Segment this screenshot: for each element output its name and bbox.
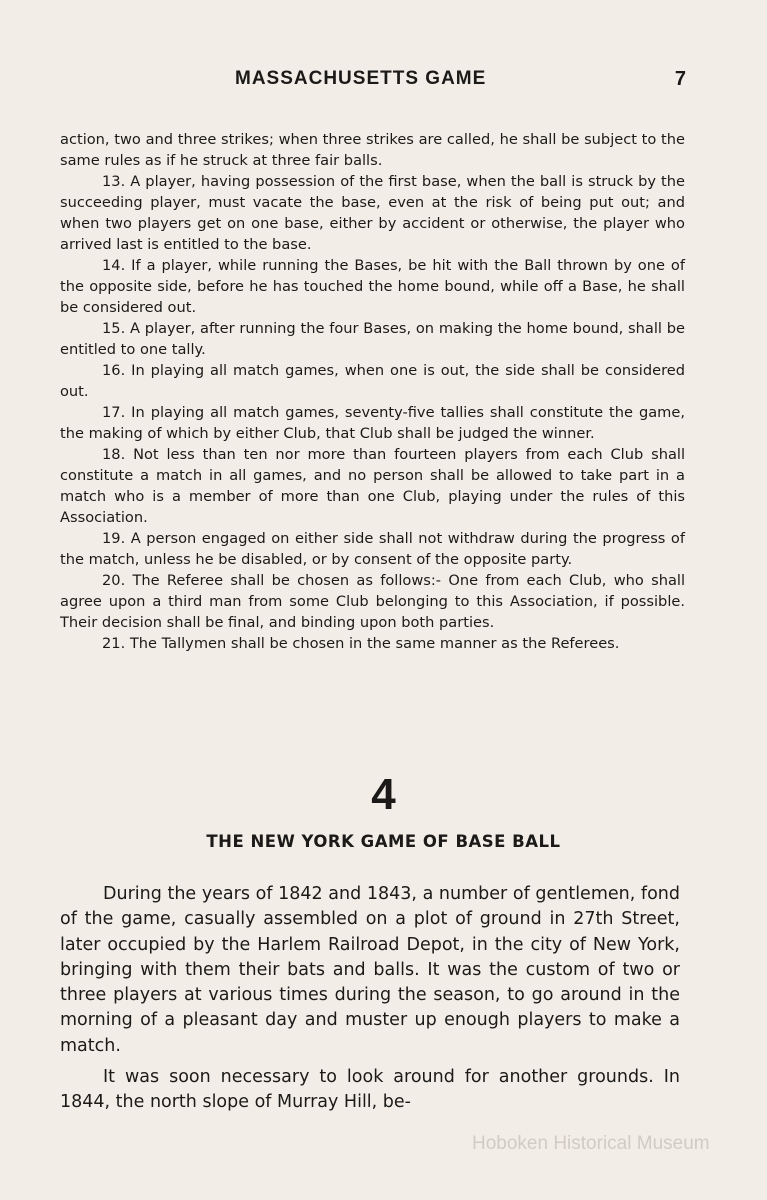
body-paragraph: It was soon necessary to look around for another grounds. In 1844, the north slope of Murray Hill, be- [60,1067,680,1113]
body-paragraph: During the years of 1842 and 1843, a number of gentlemen, fond of the game, casually assembled on a plot of ground in 27th Street, later occupied by the Harlem Railroad Depot, in the city of New York, bringing with them their bats and balls. It was the custom of two or three players at various times during the season, to go around in the morning of a pleasant day and muster up enough players to make a match. [60,884,680,1056]
rule-14: 14. If a player, while running the Bases, be hit with the Ball thrown by one of the opposite side, before he has touched the home bound, while off a Base, he shall be considered out. [60,257,685,316]
page-number: 7 [674,68,686,90]
museum-watermark: Hoboken Historical Museum [472,1133,710,1154]
chapter-number: 4 [371,770,396,819]
rule-18: 18. Not less than ten nor more than fourteen players from each Club shall constitute a match in all games, and no person shall be allowed to take part in a match who is a member of more than one Club, playing under the rules of this Association. [60,446,685,526]
rule-13: 13. A player, having possession of the first base, when the ball is struck by the succeeding player, must vacate the base, even at the risk of being put out; and when two players get on one base, either by accident or otherwise, the player who arrived last is entitled to the base. [60,173,685,253]
rules-list [60,129,685,654]
rule-15: 15. A player, after running the four Bases, on making the home bound, shall be entitled to one tally. [60,320,685,358]
rule-19: 19. A person engaged on either side shall not withdraw during the progress of the match, unless he be disabled, or by consent of the opposite party. [60,530,685,568]
chapter-body [60,882,680,1122]
rule-17: 17. In playing all match games, seventy-five tallies shall constitute the game, the making of which by either Club, that Club shall be judged the winner. [60,404,685,442]
chapter-title: THE NEW YORK GAME OF BASE BALL [206,832,561,851]
rule-21: 21. The Tallymen shall be chosen in the same manner as the Referees. [102,635,620,652]
rule-16: 16. In playing all match games, when one is out, the side shall be considered out. [60,362,685,400]
rule-continuation: action, two and three strikes; when three strikes are called, he shall be subject to the same rules as if he struck at three fair balls. [60,131,685,169]
page-header [60,68,690,98]
running-head: MASSACHUSETTS GAME [235,68,487,89]
rule-20: 20. The Referee shall be chosen as follows:- One from each Club, who shall agree upon a third man from some Club belonging to this Association, if possible. Their decision shall be final, and binding upon both parties. [60,572,685,631]
